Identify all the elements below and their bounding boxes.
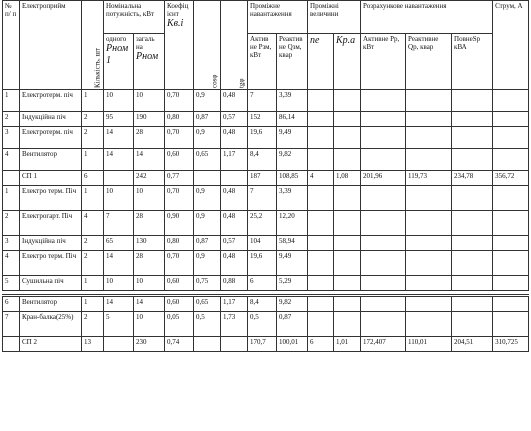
cell-sr — [452, 276, 493, 291]
col-cos: cosφ — [194, 1, 221, 90]
cell-qr — [406, 276, 452, 291]
cell-pa: 0,5 — [248, 312, 277, 337]
cell-pt: 28 — [134, 251, 165, 276]
cell-pa: 8,4 — [248, 149, 277, 171]
load-table — [2, 0, 529, 352]
cell-kp — [334, 236, 361, 251]
cell-ne: 6 — [308, 337, 334, 352]
cell-pr — [361, 312, 406, 337]
cell-tg: 0,88 — [221, 276, 248, 291]
cell-cos — [194, 171, 221, 186]
cell-cos: 0,5 — [194, 312, 221, 337]
cell-cos: 0,9 — [194, 211, 221, 236]
cell-kp — [334, 296, 361, 312]
cell-tg: 0,48 — [221, 90, 248, 112]
cell-pt: 10 — [134, 312, 165, 337]
cell-cos: 0,9 — [194, 90, 221, 112]
cell-i — [493, 251, 529, 276]
cell-name: Електро терм. Піч — [20, 186, 82, 211]
cell-kv: 0,70 — [165, 90, 194, 112]
cell-n: 3 — [3, 236, 20, 251]
cell-cnt: 6 — [82, 171, 104, 186]
cell-qr — [406, 186, 452, 211]
cell-qr — [406, 127, 452, 149]
cell-pr: 201,96 — [361, 171, 406, 186]
cell-pr — [361, 112, 406, 127]
table-row — [3, 251, 529, 276]
cell-p1 — [104, 337, 134, 352]
cell-n: 4 — [3, 149, 20, 171]
cell-p1: 10 — [104, 186, 134, 211]
cell-p1: 14 — [104, 296, 134, 312]
cell-tg: 0,48 — [221, 186, 248, 211]
cell-sr — [452, 312, 493, 337]
cell-n: 5 — [3, 276, 20, 291]
table-row — [3, 337, 529, 352]
col-calc-group: Розрахункове навантаження — [361, 1, 493, 34]
cell-p1: 5 — [104, 312, 134, 337]
cell-pa: 8,4 — [248, 296, 277, 312]
cell-pa: 187 — [248, 171, 277, 186]
cell-ne — [308, 296, 334, 312]
cell-kp — [334, 251, 361, 276]
cell-tg: 0,48 — [221, 251, 248, 276]
table-row — [3, 312, 529, 337]
table-row — [3, 186, 529, 211]
cell-n: 2 — [3, 112, 20, 127]
cell-tg: 0,48 — [221, 211, 248, 236]
cell-name: Індукційна піч — [20, 112, 82, 127]
power-total-label: загаль на — [136, 35, 155, 52]
cell-n: 7 — [3, 312, 20, 337]
cell-pr — [361, 236, 406, 251]
cell-p1: 10 — [104, 90, 134, 112]
cell-kp: 1,01 — [334, 337, 361, 352]
cell-pa: 170,7 — [248, 337, 277, 352]
kv-label: Коефіц ієнт — [167, 2, 189, 19]
cell-i: 356,72 — [493, 171, 529, 186]
cell-sr — [452, 112, 493, 127]
cell-qr — [406, 236, 452, 251]
cell-ne — [308, 149, 334, 171]
cell-pa: 25,2 — [248, 211, 277, 236]
col-kv — [165, 1, 194, 90]
cell-kv: 0,60 — [165, 276, 194, 291]
cell-name: Вентилятор — [20, 149, 82, 171]
cell-cnt: 2 — [82, 251, 104, 276]
cell-i — [493, 112, 529, 127]
cell-p1 — [104, 171, 134, 186]
cell-i — [493, 211, 529, 236]
cell-kv: 0,05 — [165, 312, 194, 337]
cell-n — [3, 171, 20, 186]
cell-cnt: 2 — [82, 112, 104, 127]
cell-qa: 0,87 — [277, 312, 308, 337]
cell-tg: 1,17 — [221, 149, 248, 171]
col-calc-reactive: Реактивне Qр, квар — [406, 34, 452, 90]
table-row — [3, 236, 529, 251]
cell-name: Сушильна піч — [20, 276, 82, 291]
cell-qr — [406, 211, 452, 236]
cell-cnt: 1 — [82, 296, 104, 312]
cell-sr — [452, 186, 493, 211]
cell-i — [493, 149, 529, 171]
cell-pr — [361, 186, 406, 211]
cell-tg — [221, 171, 248, 186]
cell-tg: 0,57 — [221, 112, 248, 127]
cell-kp — [334, 186, 361, 211]
col-power-group: Номінальна потужність, кВт — [104, 1, 165, 34]
table-row — [3, 211, 529, 236]
cell-p1: 14 — [104, 127, 134, 149]
cell-pt: 10 — [134, 90, 165, 112]
cell-name: Вентилятор — [20, 296, 82, 312]
cell-tg — [221, 337, 248, 352]
col-calc-active: Активне Рр, кВт — [361, 34, 406, 90]
cell-n: 3 — [3, 127, 20, 149]
kv-symbol: Кв.і — [167, 18, 184, 30]
table-row — [3, 171, 529, 186]
cell-sr: 234,78 — [452, 171, 493, 186]
cell-qa: 5,29 — [277, 276, 308, 291]
cell-p1: 14 — [104, 251, 134, 276]
cell-pt: 230 — [134, 337, 165, 352]
cell-name: Кран-балка(25%) — [20, 312, 82, 337]
cell-kv: 0,80 — [165, 112, 194, 127]
cell-qa: 3,39 — [277, 90, 308, 112]
cell-kv: 0,70 — [165, 186, 194, 211]
cell-i — [493, 312, 529, 337]
cell-p1: 10 — [104, 276, 134, 291]
table-row — [3, 149, 529, 171]
cell-cnt: 2 — [82, 312, 104, 337]
cell-pa: 19,6 — [248, 127, 277, 149]
cell-cnt: 1 — [82, 90, 104, 112]
cell-cos: 0,65 — [194, 149, 221, 171]
cell-pr — [361, 149, 406, 171]
cell-qr — [406, 112, 452, 127]
cell-cos: 0,9 — [194, 186, 221, 211]
cell-pt: 14 — [134, 296, 165, 312]
cell-kv: 0,60 — [165, 149, 194, 171]
cell-qr — [406, 251, 452, 276]
cell-cnt: 1 — [82, 149, 104, 171]
col-mid-group: Проміжні величини — [308, 1, 361, 34]
cell-pr — [361, 90, 406, 112]
cell-kv: 0,77 — [165, 171, 194, 186]
cell-kp — [334, 211, 361, 236]
cell-cos: 0,87 — [194, 236, 221, 251]
cell-kp — [334, 149, 361, 171]
cell-pa: 7 — [248, 186, 277, 211]
col-ne: ne — [308, 34, 334, 90]
cell-name: СП 2 — [20, 337, 82, 352]
col-name: Електроприйм — [20, 1, 82, 90]
cell-cos: 0,65 — [194, 296, 221, 312]
cell-qa: 100,01 — [277, 337, 308, 352]
cell-kp — [334, 112, 361, 127]
cell-i: 310,725 — [493, 337, 529, 352]
cell-pt: 10 — [134, 186, 165, 211]
cell-i — [493, 296, 529, 312]
cell-p1: 7 — [104, 211, 134, 236]
cell-tg: 1,73 — [221, 312, 248, 337]
cell-pr — [361, 296, 406, 312]
cell-i — [493, 236, 529, 251]
cell-ne — [308, 90, 334, 112]
cell-n: 1 — [3, 90, 20, 112]
cell-cos: 0,87 — [194, 112, 221, 127]
cell-qa: 9,49 — [277, 127, 308, 149]
cell-sr — [452, 251, 493, 276]
cell-name: Електротерм. піч — [20, 90, 82, 112]
cell-sr — [452, 296, 493, 312]
cell-pr — [361, 276, 406, 291]
cell-name: Електро терм. Піч — [20, 251, 82, 276]
cell-pt: 28 — [134, 211, 165, 236]
cell-sr — [452, 236, 493, 251]
cell-pa: 19,6 — [248, 251, 277, 276]
cell-sr: 204,51 — [452, 337, 493, 352]
cell-pa: 7 — [248, 90, 277, 112]
cell-ne: 4 — [308, 171, 334, 186]
cell-sr — [452, 149, 493, 171]
table-row — [3, 112, 529, 127]
col-inter-reactive: Реактив не Qзм, квар — [277, 34, 308, 90]
cell-qa: 108,85 — [277, 171, 308, 186]
cell-cnt: 13 — [82, 337, 104, 352]
cell-qa: 9,82 — [277, 149, 308, 171]
table-row — [3, 90, 529, 112]
cell-ne — [308, 127, 334, 149]
cell-cnt: 2 — [82, 236, 104, 251]
cell-kp — [334, 90, 361, 112]
col-power-one — [104, 34, 134, 90]
cell-qa: 9,82 — [277, 296, 308, 312]
cell-pr: 172,407 — [361, 337, 406, 352]
cell-pr — [361, 127, 406, 149]
cell-n — [3, 337, 20, 352]
col-power-total — [134, 34, 165, 90]
cell-tg: 0,48 — [221, 127, 248, 149]
cell-qr — [406, 90, 452, 112]
power-total-symbol: Pном — [136, 51, 159, 63]
power-one-label: одного — [106, 35, 127, 43]
cell-kv: 0,60 — [165, 296, 194, 312]
cell-cos: 0,9 — [194, 251, 221, 276]
cell-cnt: 2 — [82, 127, 104, 149]
cell-cos — [194, 337, 221, 352]
cell-pa: 152 — [248, 112, 277, 127]
cell-kp — [334, 312, 361, 337]
cell-n: 4 — [3, 251, 20, 276]
cell-i — [493, 127, 529, 149]
cell-name: Електротерм. піч — [20, 127, 82, 149]
cell-sr — [452, 211, 493, 236]
cell-pt: 14 — [134, 149, 165, 171]
cell-cnt: 1 — [82, 276, 104, 291]
cell-pr — [361, 211, 406, 236]
cell-cnt: 1 — [82, 186, 104, 211]
cell-qr — [406, 296, 452, 312]
cell-ne — [308, 251, 334, 276]
cell-pt: 242 — [134, 171, 165, 186]
cell-pr — [361, 251, 406, 276]
cell-pt: 28 — [134, 127, 165, 149]
cell-qa: 12,20 — [277, 211, 308, 236]
cell-name: Індукційна піч — [20, 236, 82, 251]
cell-sr — [452, 127, 493, 149]
cell-ne — [308, 112, 334, 127]
col-count: Кількість, шт — [82, 1, 104, 90]
cell-kp — [334, 276, 361, 291]
cell-ne — [308, 236, 334, 251]
cell-p1: 14 — [104, 149, 134, 171]
cell-kv: 0,74 — [165, 337, 194, 352]
cell-qa: 58,94 — [277, 236, 308, 251]
cell-name: Електрогарт. Піч — [20, 211, 82, 236]
cell-i — [493, 90, 529, 112]
cell-i — [493, 186, 529, 211]
cell-tg: 1,17 — [221, 296, 248, 312]
cell-n: 6 — [3, 296, 20, 312]
cell-qr: 119,73 — [406, 171, 452, 186]
table-row — [3, 127, 529, 149]
cell-qa: 3,39 — [277, 186, 308, 211]
cell-pa: 6 — [248, 276, 277, 291]
cell-ne — [308, 186, 334, 211]
cell-p1: 95 — [104, 112, 134, 127]
cell-qa: 86,14 — [277, 112, 308, 127]
cell-pa: 104 — [248, 236, 277, 251]
cell-p1: 65 — [104, 236, 134, 251]
cell-ne — [308, 276, 334, 291]
cell-kv: 0,70 — [165, 127, 194, 149]
col-inter-group: Проміжне навантаження — [248, 1, 308, 34]
cell-cnt: 4 — [82, 211, 104, 236]
cell-kv: 0,70 — [165, 251, 194, 276]
col-tg: tgφ — [221, 1, 248, 90]
table-row — [3, 276, 529, 291]
cell-qr — [406, 149, 452, 171]
cell-tg: 0,57 — [221, 236, 248, 251]
table-row — [3, 296, 529, 312]
col-current: Струм, А — [493, 1, 529, 90]
cell-cos: 0,9 — [194, 127, 221, 149]
cell-n: 1 — [3, 186, 20, 211]
cell-n: 2 — [3, 211, 20, 236]
cell-cos: 0,75 — [194, 276, 221, 291]
cell-ne — [308, 312, 334, 337]
cell-pt: 10 — [134, 276, 165, 291]
cell-qr: 110,01 — [406, 337, 452, 352]
cell-kp — [334, 127, 361, 149]
col-calc-full: ПовнеSр кВА — [452, 34, 493, 90]
cell-qr — [406, 312, 452, 337]
col-inter-active: Актив не Рзм, кВт — [248, 34, 277, 90]
cell-qa: 9,49 — [277, 251, 308, 276]
cell-kv: 0,90 — [165, 211, 194, 236]
table-body — [3, 90, 529, 352]
cell-pt: 130 — [134, 236, 165, 251]
cell-pt: 190 — [134, 112, 165, 127]
power-one-symbol: Pном1 — [106, 43, 129, 66]
col-num: № п/ п — [3, 1, 20, 90]
cell-sr — [452, 90, 493, 112]
col-kp: Кр.а — [334, 34, 361, 90]
cell-name: СП 1 — [20, 171, 82, 186]
cell-ne — [308, 211, 334, 236]
cell-kp: 1,08 — [334, 171, 361, 186]
cell-i — [493, 276, 529, 291]
cell-kv: 0,80 — [165, 236, 194, 251]
